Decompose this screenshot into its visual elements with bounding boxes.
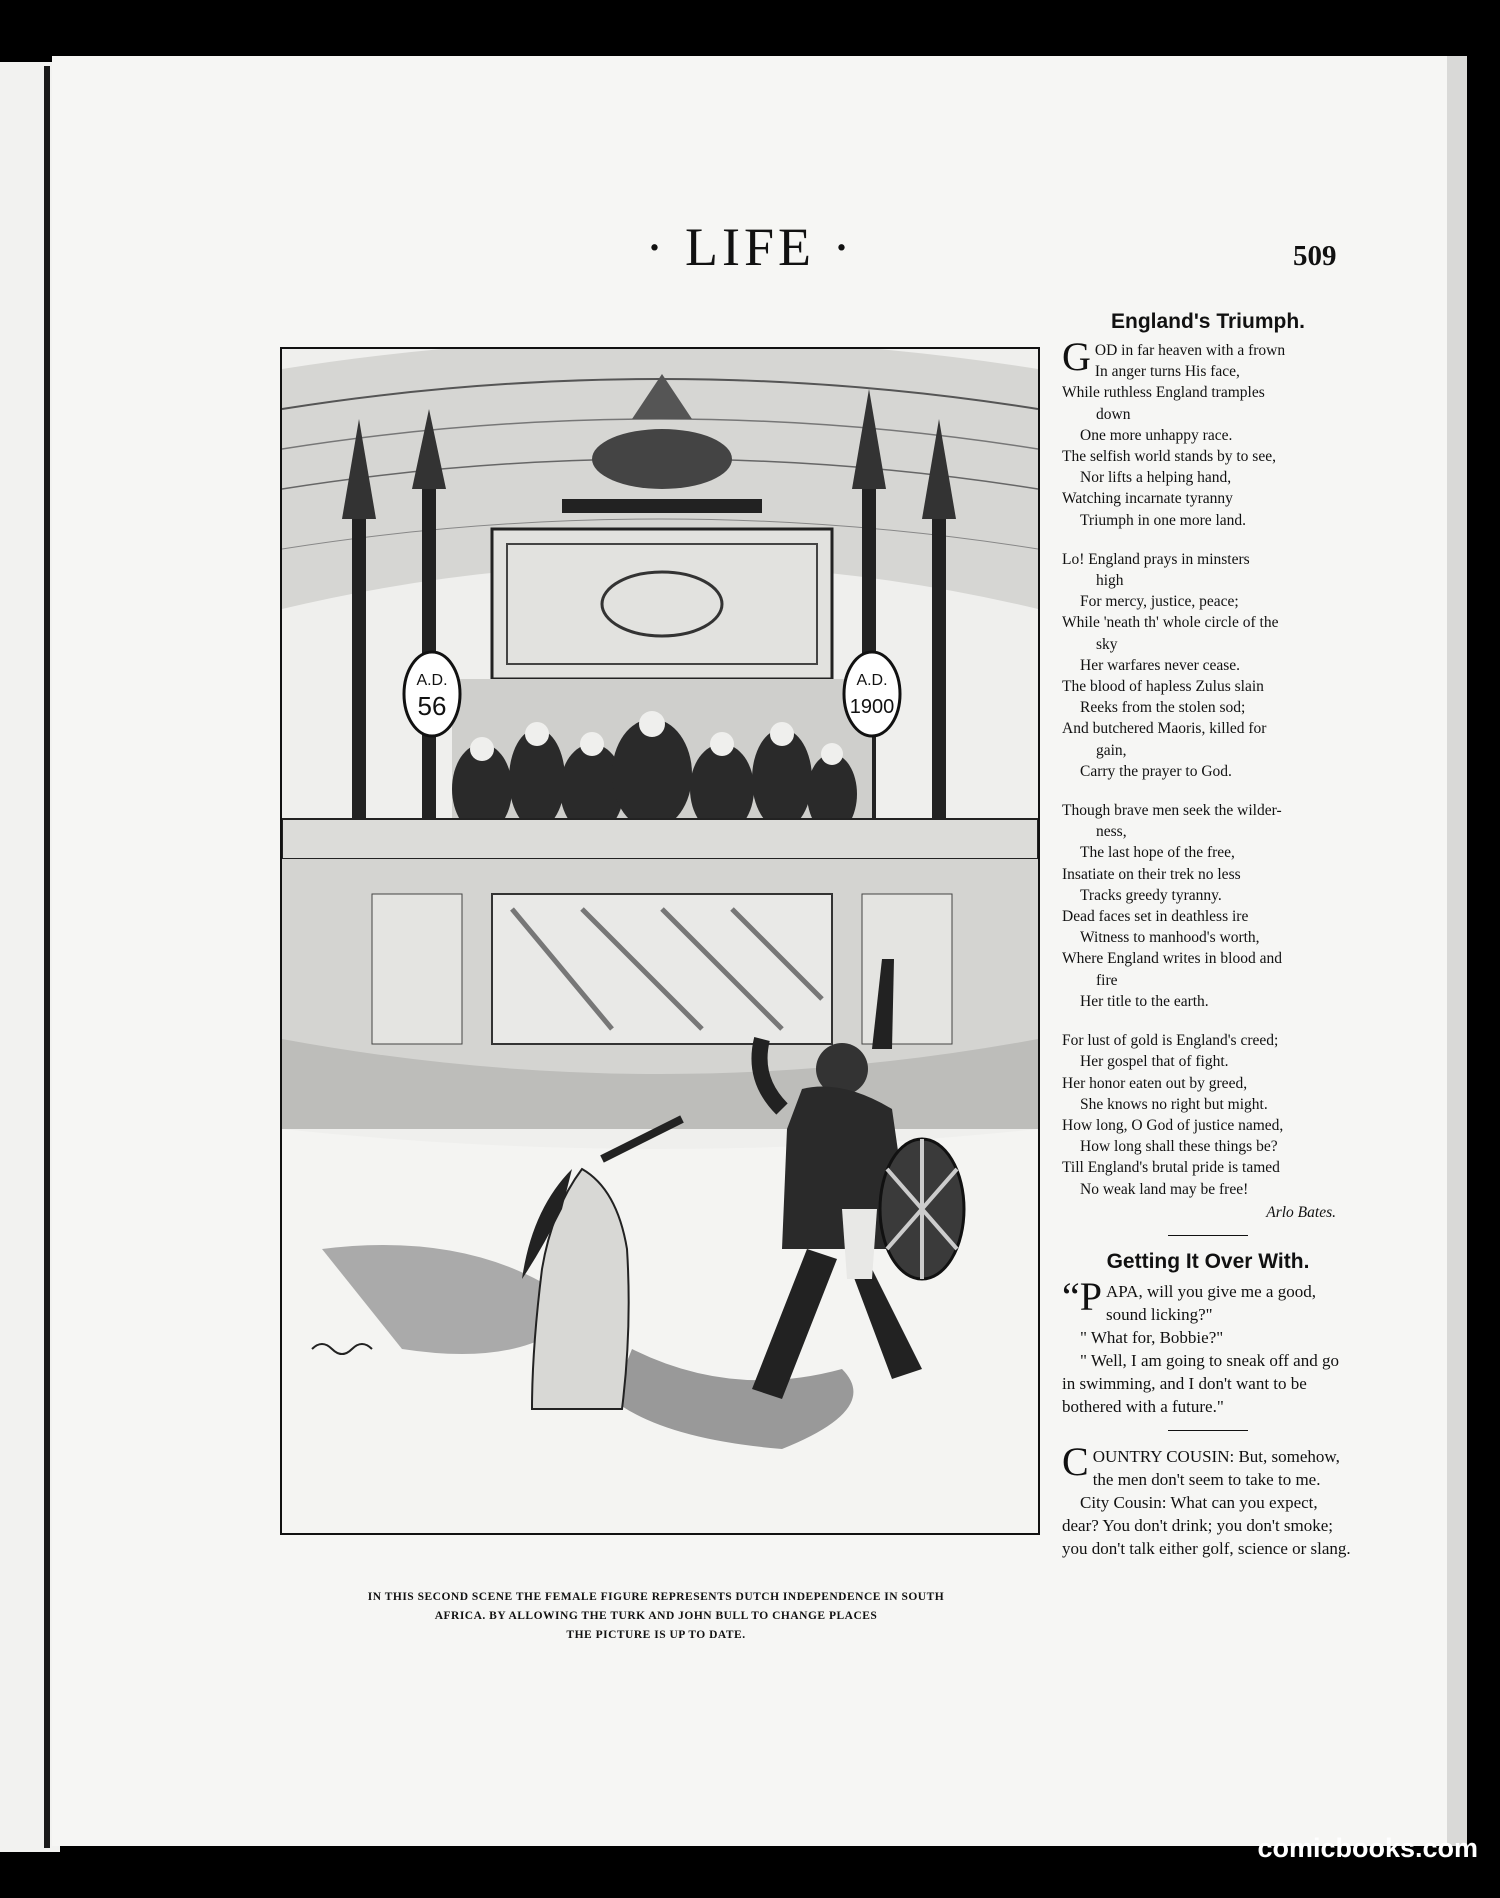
joke-body [1062, 1273, 1354, 1418]
poem-line: Witness to manhood's worth, [1080, 929, 1260, 947]
poem-title: England's Triumph. [1110, 310, 1305, 333]
poem-line: fire [1096, 971, 1118, 989]
masthead: · LIFE · [645, 217, 855, 277]
joke-paragraph: City Cousin: What can you expect, dear? You don't drink; you don't smoke; you don't talk either golf, science or slang. [1062, 1492, 1351, 1558]
poem-line: Insatiate on their trek no less [1062, 865, 1241, 883]
illustration-caption [336, 1588, 976, 1645]
joke-paragraph: OUNTRY COUSIN: But, somehow, the men don't seem to take to me. [1092, 1446, 1340, 1489]
poem-line: While ruthless England tramples [1062, 384, 1265, 402]
caption-line: IN THIS SECOND SCENE THE FEMALE FIGURE REPRESENTS DUTCH INDEPENDENCE IN SOUTH [367, 1591, 945, 1603]
poem-line: Carry the prayer to God. [1080, 762, 1232, 780]
poem-line: OD in far heaven with a frown [1094, 342, 1286, 359]
right-page-gutter [1447, 56, 1467, 1846]
poem-line: Her warfares never cease. [1080, 656, 1241, 674]
poem-line: Though brave men seek the wilder- [1062, 802, 1282, 820]
joke-body [1062, 1438, 1354, 1560]
poem-line: The blood of hapless Zulus slain [1062, 678, 1264, 696]
poem-line: Watching incarnate tyranny [1062, 490, 1233, 508]
poem-line: One more unhappy race. [1080, 426, 1233, 444]
poem-line: down [1096, 405, 1131, 423]
poem-line: Till England's brutal pride is tamed [1062, 1159, 1280, 1177]
poem-line: In anger turns His face, [1094, 363, 1240, 381]
sign-left-bottom: 56 [417, 691, 447, 721]
sign-right-bottom: 1900 [849, 696, 895, 718]
poem-line: Lo! England prays in minsters [1062, 550, 1250, 568]
site-watermark: comicbooks.com [1257, 1833, 1478, 1863]
poem-stanza [1062, 549, 1354, 782]
caption-line: THE PICTURE IS UP TO DATE. [566, 1629, 746, 1641]
poem-line: For lust of gold is England's creed; [1062, 1032, 1279, 1050]
poem-line: How long, O God of justice named, [1062, 1116, 1284, 1134]
poem-line: Nor lifts a helping hand, [1080, 469, 1232, 487]
section-divider [1168, 1430, 1248, 1431]
poem-line: Where England writes in blood and [1062, 950, 1282, 968]
poem-line: The last hope of the free, [1080, 844, 1235, 862]
poem-line: While 'neath th' whole circle of the [1062, 614, 1279, 632]
joke-title: Getting It Over With. [1106, 1249, 1310, 1273]
poem-line: Her title to the earth. [1080, 992, 1209, 1010]
poem-line: For mercy, justice, peace; [1080, 593, 1239, 611]
joke-paragraph: APA, will you give me a good, sound licking?" [1106, 1281, 1316, 1324]
poem-line: Dead faces set in deathless ire [1062, 908, 1249, 926]
dropcap: C [1062, 1438, 1089, 1484]
section-divider [1168, 1235, 1248, 1236]
poem-line: high [1096, 572, 1124, 590]
dropcap: G [1062, 334, 1091, 379]
poem-line: The selfish world stands by to see, [1062, 448, 1276, 466]
text-column [1062, 310, 1354, 1560]
poem-line: She knows no right but might. [1080, 1095, 1268, 1113]
poem-line: Triumph in one more land. [1080, 511, 1247, 529]
sign-right-top: A.D. [856, 672, 888, 689]
poem-line: sky [1096, 635, 1118, 653]
poem-line: Her honor eaten out by greed, [1062, 1074, 1248, 1092]
poem-line: ness, [1096, 823, 1127, 841]
left-page-edge [0, 62, 60, 1852]
poem-stanza [1062, 1030, 1354, 1200]
poem-line: Tracks greedy tyranny. [1080, 886, 1222, 904]
sign-left-top: A.D. [416, 672, 448, 689]
joke-paragraph: " Well, I am going to sneak off and go in swimming, and I don't want to be bothered with a future." [1062, 1350, 1339, 1416]
poem-line: Reeks from the stolen sod; [1080, 699, 1246, 717]
arena-drawing [282, 349, 1038, 1533]
caption-line: AFRICA. BY ALLOWING THE TURK AND JOHN BULL TO CHANGE PLACES [434, 1610, 878, 1622]
poem-line: gain, [1096, 741, 1127, 759]
joke-paragraph: " What for, Bobbie?" [1080, 1327, 1224, 1347]
cartoon-illustration [280, 347, 1040, 1535]
poem-line: No weak land may be free! [1080, 1180, 1249, 1198]
poem-stanza [1062, 334, 1354, 531]
poem-line: Her gospel that of fight. [1080, 1053, 1229, 1071]
page-binding-shadow [44, 66, 50, 1848]
page-number: 509 [1293, 240, 1337, 272]
poem-line: And butchered Maoris, killed for [1062, 720, 1267, 738]
dropcap: “P [1062, 1273, 1102, 1319]
poem-line: How long shall these things be? [1080, 1138, 1278, 1156]
poem-stanza [1062, 800, 1354, 1012]
poem-author: Arlo Bates. [1266, 1203, 1336, 1221]
